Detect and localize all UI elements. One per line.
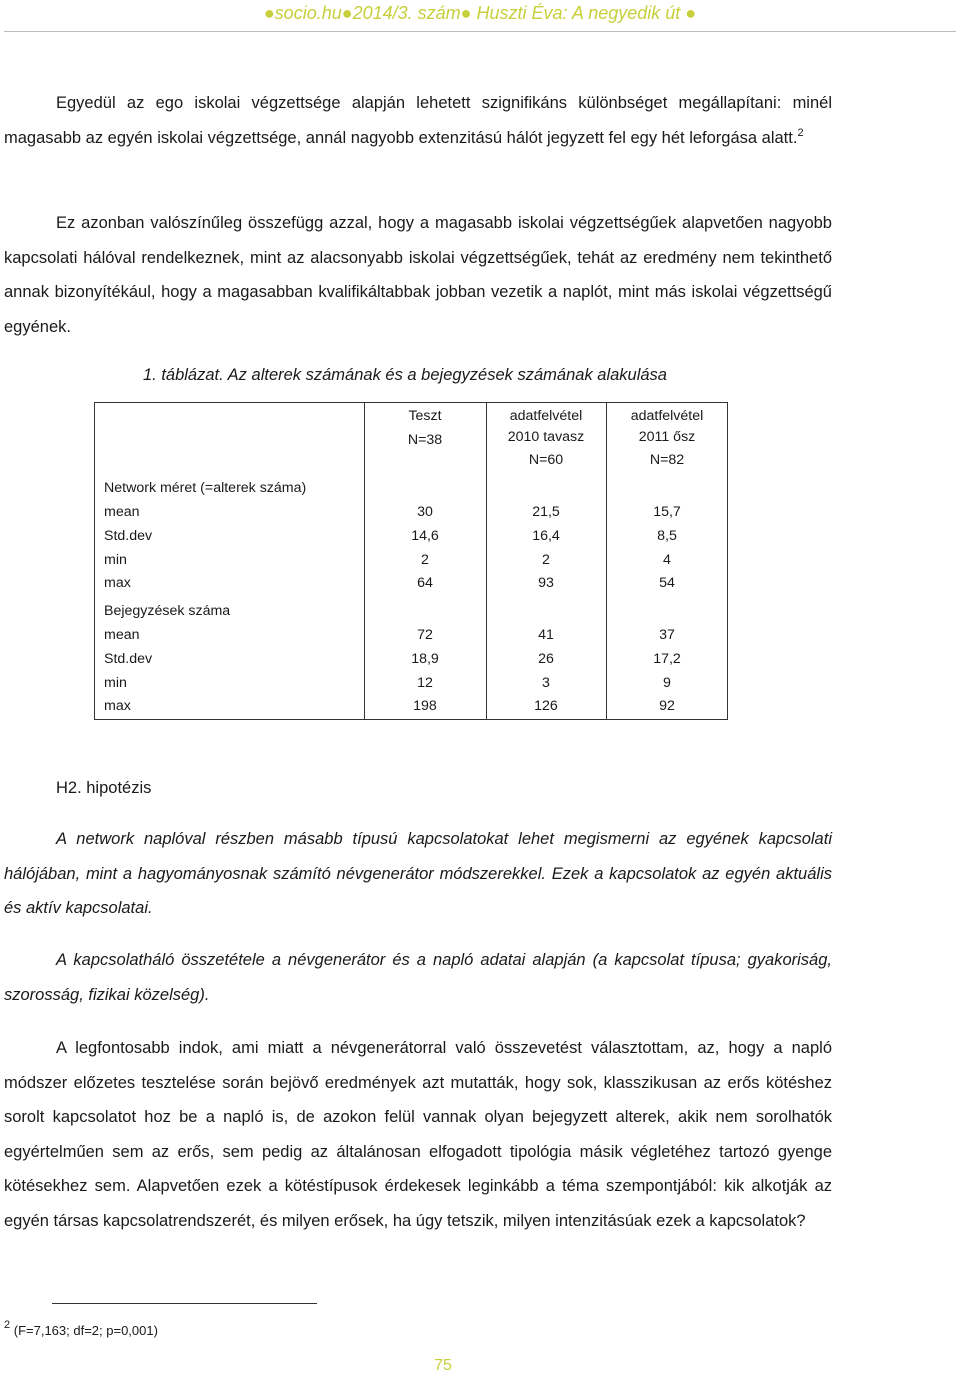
table-divider bbox=[364, 403, 365, 719]
table-cell: 126 bbox=[534, 698, 558, 714]
table-cell: 21,5 bbox=[532, 504, 560, 520]
table-cell: 18,9 bbox=[411, 651, 439, 667]
row-label: min bbox=[104, 675, 127, 691]
table-cell: 2 bbox=[542, 552, 550, 568]
column-header-2011-period: 2011 ősz bbox=[638, 429, 696, 445]
table-cell: 9 bbox=[663, 675, 671, 691]
table-cell: 2 bbox=[421, 552, 429, 568]
table-cell: 72 bbox=[417, 627, 433, 643]
table-cell: 4 bbox=[663, 552, 671, 568]
paragraph-3: A network naplóval részben másabb típusú kapcsolatokat lehet megismerni az egyének kapcsolati hálójában, mint a hagyományosnak számító névgenerátor módszerekkel. Ezek a kapcsolatok az egyén aktuális és aktív kapcsolatai. bbox=[4, 830, 832, 917]
footnote-divider bbox=[52, 1303, 317, 1304]
row-label: Std.dev bbox=[104, 528, 153, 544]
paragraph-2: Ez azonban valószínűleg összefügg azzal, hogy a magasabb iskolai végzettségűek alapvetően nagyobb kapcsolati hálóval rendelkeznek, mint az alacsonyabb iskolai végzettségűek, tehát az eredmény nem tekinthető annak bizonyítékául, hogy a magasabban kvalifikáltabbak jobban vezetik a naplót, mint más iskolai végzettségű egyének. bbox=[4, 214, 832, 336]
column-header-test-n: N=38 bbox=[407, 432, 443, 448]
paragraph-1-text: Egyedül az ego iskolai végzettsége alapján lehetett szignifikáns különbséget megállapítani: minél magasabb az egyén iskolai végzettsége, annál nagyobb extenzitású hálót jegyzett fel egy hét leforgása alatt. bbox=[4, 94, 832, 147]
section-title: Network méret (=alterek száma) bbox=[104, 480, 307, 496]
column-header-2010: adatfelvétel bbox=[509, 408, 583, 424]
table-cell: 93 bbox=[538, 575, 554, 591]
column-header-2011: adatfelvétel bbox=[630, 408, 704, 424]
table-cell: 26 bbox=[538, 651, 554, 667]
footnote-ref[interactable]: 2 bbox=[797, 126, 804, 139]
footnote bbox=[4, 1319, 158, 1338]
row-label: mean bbox=[104, 504, 140, 520]
table-cell: 30 bbox=[417, 504, 433, 520]
table-cell: 54 bbox=[659, 575, 675, 591]
table-cell: 3 bbox=[542, 675, 550, 691]
table-cell: 41 bbox=[538, 627, 554, 643]
row-label: min bbox=[104, 552, 127, 568]
table-cell: 92 bbox=[659, 698, 675, 714]
page-header: ●socio.hu●2014/3. szám● Huszti Éva: A negyedik út ● bbox=[263, 3, 697, 23]
paragraph-5: A legfontosabb indok, ami miatt a névgenerátorral való összevetést választottam, az, hogy a napló módszer előzetes tesztelése során bejövő eredmények azt mutatták, hogy sok, klasszikusan az erős kötéshez sorolt kapcsolatot hoz be a napló is, de azokon felül vannak olyan bejegyzett alterek, akik nem sorolhatók egyértelműen sem az erős, sem pedig az általánosan elfogadott tipológia másik végletéhez tartozó gyenge kötésekhez sem. Alapvetően ezek a kötéstípusok érdekesek leginkább a téma szempontjából: kik alkotják az egyén társas kapcsolatrendszerét, és milyen erősek, ha úgy tetszik, milyen intenzitásúak ezek a kapcsolatok? bbox=[4, 1039, 832, 1230]
footnote-text: (F=7,163; df=2; p=0,001) bbox=[13, 1323, 158, 1338]
footnote-marker: 2 bbox=[4, 1319, 11, 1331]
table-cell: 37 bbox=[659, 627, 675, 643]
table-cell: 12 bbox=[417, 675, 433, 691]
row-label: max bbox=[104, 575, 131, 591]
row-label: Std.dev bbox=[104, 651, 153, 667]
column-header-2010-period: 2010 tavasz bbox=[507, 429, 585, 445]
table-cell: 14,6 bbox=[411, 528, 439, 544]
hypothesis-heading: H2. hipotézis bbox=[56, 779, 152, 797]
page-number: 75 bbox=[434, 1357, 452, 1374]
table-cell: 16,4 bbox=[532, 528, 560, 544]
table-divider bbox=[606, 403, 607, 719]
column-header-test: Teszt bbox=[408, 408, 442, 424]
section-title: Bejegyzések száma bbox=[104, 603, 231, 619]
table-caption: 1. táblázat. Az alterek számának és a bejegyzések számának alakulása bbox=[142, 366, 667, 384]
row-label: max bbox=[104, 698, 131, 714]
paragraph-4: A kapcsolatháló összetétele a névgenerátor és a napló adatai alapján (a kapcsolat típusa; gyakoriság, szorosság, fizikai közelség). bbox=[4, 951, 832, 1004]
table-cell: 17,2 bbox=[653, 651, 681, 667]
row-label: mean bbox=[104, 627, 140, 643]
table-cell: 64 bbox=[417, 575, 433, 591]
table-cell: 198 bbox=[413, 698, 437, 714]
column-header-2011-n: N=82 bbox=[649, 452, 685, 468]
table-cell: 15,7 bbox=[653, 504, 681, 520]
table-divider bbox=[486, 403, 487, 719]
column-header-2010-n: N=60 bbox=[528, 452, 564, 468]
paragraph-1 bbox=[4, 86, 832, 155]
data-table bbox=[94, 402, 728, 720]
table-cell: 8,5 bbox=[657, 528, 677, 544]
header-divider bbox=[4, 31, 956, 32]
